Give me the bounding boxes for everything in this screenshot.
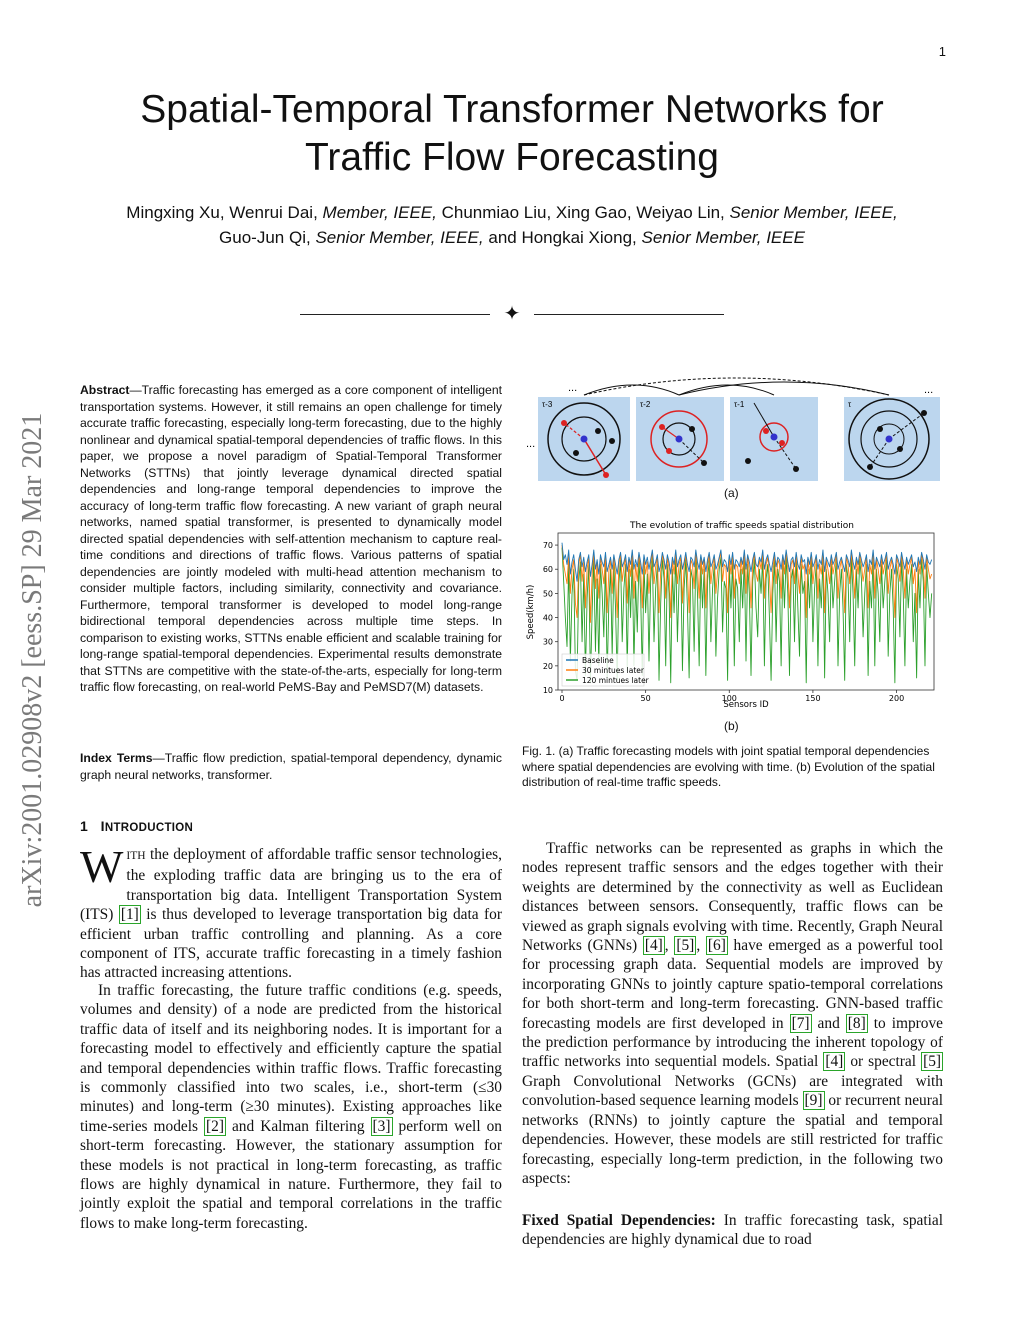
index-terms-text: —Traffic flow prediction, spatial-temporal dependency, dynamic graph neural networks, transformer. — [80, 751, 502, 782]
paragraph-text: In traffic forecasting task, spatial dependencies are highly dynamical due to road — [522, 1212, 944, 1249]
center-node — [676, 436, 683, 443]
separator-rule-right — [534, 314, 724, 315]
smallcaps-lead: ITH — [126, 850, 146, 862]
x-tick-label: 100 — [721, 694, 737, 703]
frame-tau-minus-3 — [538, 397, 630, 481]
y-tick-label: 30 — [542, 637, 553, 647]
intro-paragraph-1 — [80, 841, 502, 983]
y-tick-label: 20 — [542, 661, 553, 671]
figure-1a-diagram — [526, 382, 944, 501]
citation-link[interactable]: [2] — [206, 1117, 224, 1135]
time-arc — [584, 385, 679, 395]
citation-link[interactable]: [4] — [644, 937, 663, 955]
frame-label: τ-3 — [542, 400, 553, 409]
y-tick-label: 40 — [542, 613, 553, 623]
legend-label: 30 mintues later — [582, 666, 644, 675]
sensor-node — [897, 446, 903, 452]
sensor-node — [561, 420, 567, 426]
citation-link[interactable]: [7] — [791, 1014, 810, 1032]
paragraph-text: the deployment of affordable traffic sensor technologies, the exploding traffic data are bringing us to the era of transportation big data. Intelligent Transportation System (ITS) — [80, 846, 502, 924]
y-tick-label: 60 — [542, 565, 553, 575]
sensor-node — [603, 472, 609, 478]
y-axis-label: Speed(km/h) — [526, 584, 536, 640]
x-tick-label: 200 — [888, 694, 905, 703]
frame-label: τ-1 — [734, 400, 745, 409]
author-role: Senior Member, IEEE, — [315, 228, 484, 247]
sensor-node — [867, 464, 873, 470]
author-role: Senior Member, IEEE, — [729, 203, 898, 222]
title-line-2: Traffic Flow Forecasting — [305, 136, 719, 179]
abstract-text: —Traffic forecasting has emerged as a core component of intelligent transportation systems. However, it still remains an open challenge for timely accurate traffic forecasting, especially long-term forecasting, due to the highly nonlinear and dynamical spatial-temporal dependencies of traffic flows. In this paper, we propose a novel paradigm of Spatial-Temporal Transformer Networks (STTNs) that jointly leverage dynamical directed spatial dependencies and long-range temporal dependencies to improve the accuracy of long-term traffic flow forecasting. A new variant of graph neural networks, named spatial transformer, is presented to dynamically model directed spatial dependencies with self-attention mechanism to capture real-time conditions and directions of traffic flows. Various patterns of spatial dependencies are jointly modeled with multi-head attention mechanism to consider multiple factors, including similarity, connectivity and covariance. Furthermore, temporal transformer is developed to model long-range bidirectional temporal dependencies across multiple time steps. In comparison to existing works, STTNs enable efficient and scalable training for long-range spatial-temporal dependencies. Experimental results demonstrate that STTNs are competitive with the state-of-the-arts, especially for long-term traffic flow forecasting, on real-world PeMS-Bay and PeMSD7(M) datasets. — [80, 383, 502, 694]
citation-link[interactable]: [6] — [707, 937, 726, 955]
paragraph-run-in-heading: Fixed Spatial Dependencies: — [522, 1212, 716, 1229]
figure-1b-label: (b) — [724, 719, 739, 733]
intro-paragraph-3 — [522, 839, 943, 1188]
paragraph-text: and Kalman filtering — [225, 1117, 371, 1135]
sensor-node — [609, 438, 615, 444]
author-role: Senior Member, IEEE — [641, 228, 805, 247]
x-tick-label: 150 — [805, 694, 821, 703]
frame-tau-minus-1 — [730, 397, 818, 481]
legend-label: Baseline — [582, 656, 614, 665]
paragraph-text: or spectral — [845, 1053, 922, 1071]
frame-label: τ — [848, 400, 852, 409]
sensor-node — [877, 426, 883, 432]
citation-link[interactable]: [9] — [804, 1092, 823, 1110]
x-tick-label: 0 — [559, 694, 565, 703]
legend-label: 120 mintues later — [582, 676, 649, 685]
frame-tau — [844, 397, 940, 481]
paragraph-text: Graph Convolutional Networks (GCNs) are integrated with convolution-based sequence learning models — [522, 1072, 943, 1110]
section-heading — [80, 818, 193, 834]
ellipsis-top-right: ... — [924, 384, 934, 396]
author-list — [60, 200, 964, 250]
paragraph-text: , — [664, 937, 675, 955]
y-axis — [543, 541, 558, 695]
ellipsis-left: ... — [526, 438, 536, 450]
y-tick-label: 50 — [542, 589, 553, 599]
title-separator — [300, 301, 724, 325]
sensor-node — [689, 426, 695, 432]
figure-1b-chart — [522, 516, 947, 716]
time-arc — [679, 382, 889, 395]
paragraph-text: , — [696, 937, 706, 955]
time-arc — [679, 385, 774, 395]
sensor-node — [763, 428, 769, 434]
citation-link[interactable]: [5] — [676, 937, 695, 955]
sensor-node — [659, 424, 665, 430]
citation-link[interactable]: [4] — [825, 1053, 844, 1071]
y-tick-label: 70 — [542, 541, 553, 551]
x-axis-label: Sensors ID — [723, 700, 769, 710]
intro-paragraph-2 — [80, 981, 502, 1233]
arxiv-stamp — [8, 360, 58, 960]
paragraph-text: is thus developed to leverage transportation big data for efficient urban traffic controlling and planning. As a core component of ITS, accurate traffic forecasting in a timely fashion has attracted increasing attentions. — [80, 906, 502, 982]
citation-link[interactable]: [1] — [120, 906, 139, 924]
author-line-2 — [60, 225, 964, 250]
sensor-node — [573, 450, 579, 456]
figure-caption: Fig. 1. (a) Traffic forecasting models with joint spatial temporal dependencies where spatial dependencies are evolving with time. (b) Evolution of the spatial distribution of real-time traffic speeds. — [522, 744, 935, 789]
frame-label: τ-2 — [640, 400, 651, 409]
title-line-1: Spatial-Temporal Transformer Networks for — [140, 88, 884, 131]
paragraph-text: to improve the prediction performance by introducing the inherent topology of traffic networks into sequential models. Spatial — [522, 1014, 943, 1071]
section-number: 1 — [80, 818, 89, 834]
separator-rule-left — [300, 314, 490, 315]
author-names: Guo-Jun Qi, — [219, 228, 311, 247]
sensor-node — [921, 410, 927, 416]
chart-legend — [562, 654, 650, 686]
center-node — [581, 436, 588, 443]
center-node — [771, 434, 778, 441]
abstract-label: Abstract — [80, 383, 130, 397]
section-title-rest: NTRODUCTION — [104, 822, 194, 834]
index-terms-label: Index Terms — [80, 751, 153, 765]
separator-star-icon: ✦ — [503, 301, 521, 325]
author-names: and Hongkai Xiong, — [488, 228, 637, 247]
paragraph-text: In traffic forecasting, the future traffic conditions (e.g. speeds, volumes and density) of a node are predicted from the historical traffic data of itself and its neighboring nodes. It is important for a forecasting model to effectively and efficiently capture the spatial and temporal dependencies within traffic flows. Traffic forecasting is commonly classified into two scales, i.e., short-term (≤30 minutes) and long-term (≥30 minutes). Existing approaches like time-series models — [80, 982, 502, 1135]
author-line-1 — [60, 200, 964, 225]
page-number: 1 — [938, 44, 946, 59]
ellipsis-top-left: ... — [568, 382, 578, 394]
sensor-node — [595, 428, 601, 434]
paragraph-text: Traffic networks can be represented as graphs in which the nodes represent traffic sensors and the edges together with their weights are determined by the connectivity as well as Euclidean distances between sensors. Consequently, traffic flows can be viewed as graph signals evolving with time. Recently, Graph Neural Networks (GNNs) — [522, 840, 943, 955]
sensor-node — [701, 460, 707, 466]
paragraph-text: or recurrent neural networks (RNNs) to jointly capture the spatial and temporal dependencies. However, these models are still restricted for traffic forecasting, especially long-term prediction, in the following two aspects: — [522, 1092, 943, 1187]
sensor-node — [666, 448, 672, 454]
abstract — [80, 382, 502, 696]
x-tick-label: 50 — [640, 694, 651, 703]
y-tick-label: 10 — [542, 686, 553, 695]
citation-link[interactable]: [5] — [923, 1053, 942, 1071]
section-title-initial: I — [100, 818, 105, 834]
citation-link[interactable]: [8] — [847, 1014, 866, 1032]
paragraph-text: perform well on short-term forecasting. However, the stationary assumption for these models is not practical in long-term forecasting, as traffic flows are highly dynamical in nature. Furthermore, they fail to jointly exploit the spatial and temporal correlations in the traffic flows to make long-term forecasting. — [80, 1117, 502, 1232]
sensor-node — [779, 440, 785, 446]
author-names: Chunmiao Liu, Xing Gao, Weiyao Lin, — [441, 203, 725, 222]
paper-title — [0, 86, 1024, 182]
center-node — [886, 436, 893, 443]
frame-tau-minus-2 — [636, 397, 724, 481]
citation-link[interactable]: [3] — [372, 1117, 391, 1135]
paragraph-text: have emerged as a powerful tool for processing graph data. Sequential models are improved by incorporating GNNs to jointly capture spatio-temporal correlations for both short-term and long-term forecasting. GNN-based traffic forecasting models are first developed in — [522, 937, 943, 1032]
figure-1a-label: (a) — [724, 486, 739, 500]
sensor-node — [793, 466, 799, 472]
sensor-node — [745, 458, 751, 464]
drop-cap: W — [80, 841, 124, 892]
intro-paragraph-4 — [522, 1211, 943, 1250]
author-names: Mingxing Xu, Wenrui Dai, — [126, 203, 318, 222]
chart-title: The evolution of traffic speeds spatial distribution — [630, 521, 854, 531]
author-role: Member, IEEE, — [322, 203, 437, 222]
index-terms — [80, 750, 502, 783]
paragraph-text: and — [811, 1014, 846, 1032]
arxiv-stamp-text: arXiv:2001.02908v2 [eess.SP] 29 Mar 2021 — [17, 412, 48, 908]
